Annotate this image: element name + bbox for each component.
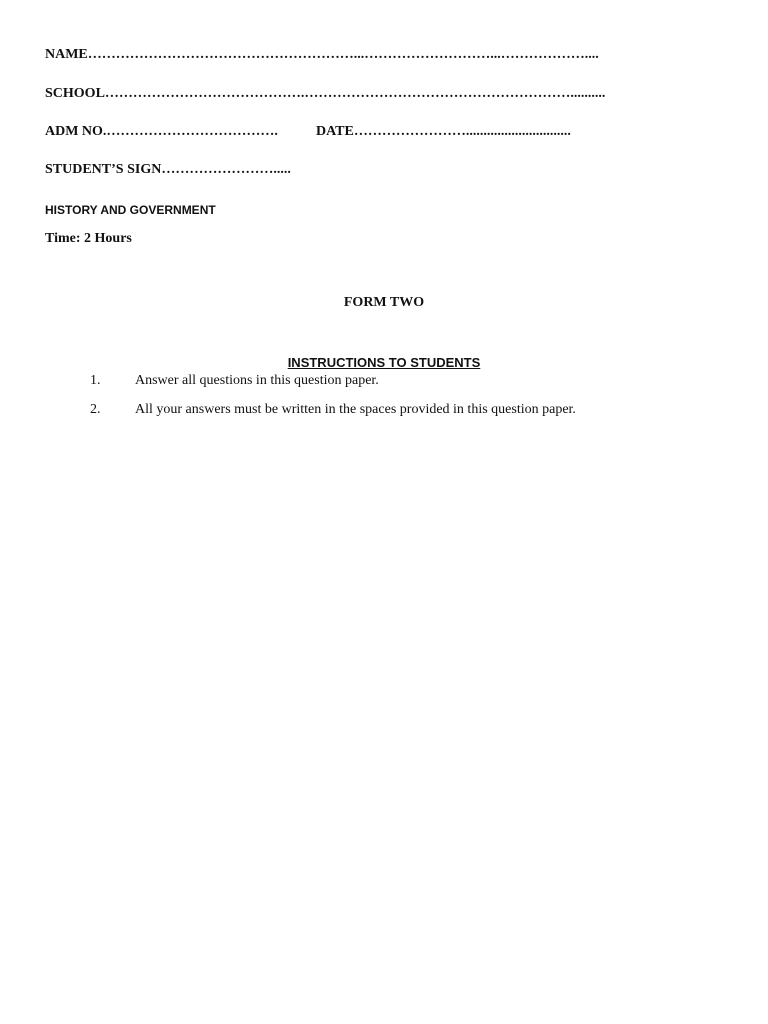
time-allowed: Time: 2 Hours xyxy=(45,231,132,246)
instruction-item xyxy=(90,372,379,390)
instruction-text: Answer all questions in this question paper. xyxy=(135,373,379,388)
name-field-line: NAME…………………………………………………...………………………...……………….... xyxy=(45,47,599,62)
instructions-title: INSTRUCTIONS TO STUDENTS xyxy=(287,355,481,370)
student-sign-field-line: STUDENT’S SIGN……………………..... xyxy=(45,162,291,177)
instruction-number: 1. xyxy=(90,373,101,388)
subject-heading: HISTORY AND GOVERNMENT xyxy=(45,203,216,217)
adm-no-field-line: ADM NO.………………………………. xyxy=(45,124,278,139)
instruction-number: 2. xyxy=(90,402,101,417)
instruction-item xyxy=(90,401,576,419)
date-field-line: DATE…………………….............................. xyxy=(316,124,571,139)
instruction-text: All your answers must be written in the spaces provided in this question paper. xyxy=(135,402,576,417)
school-field-line: SCHOOL…………………………………….………………………………………………….......... xyxy=(45,86,606,101)
form-level-heading: FORM TWO xyxy=(343,295,425,310)
